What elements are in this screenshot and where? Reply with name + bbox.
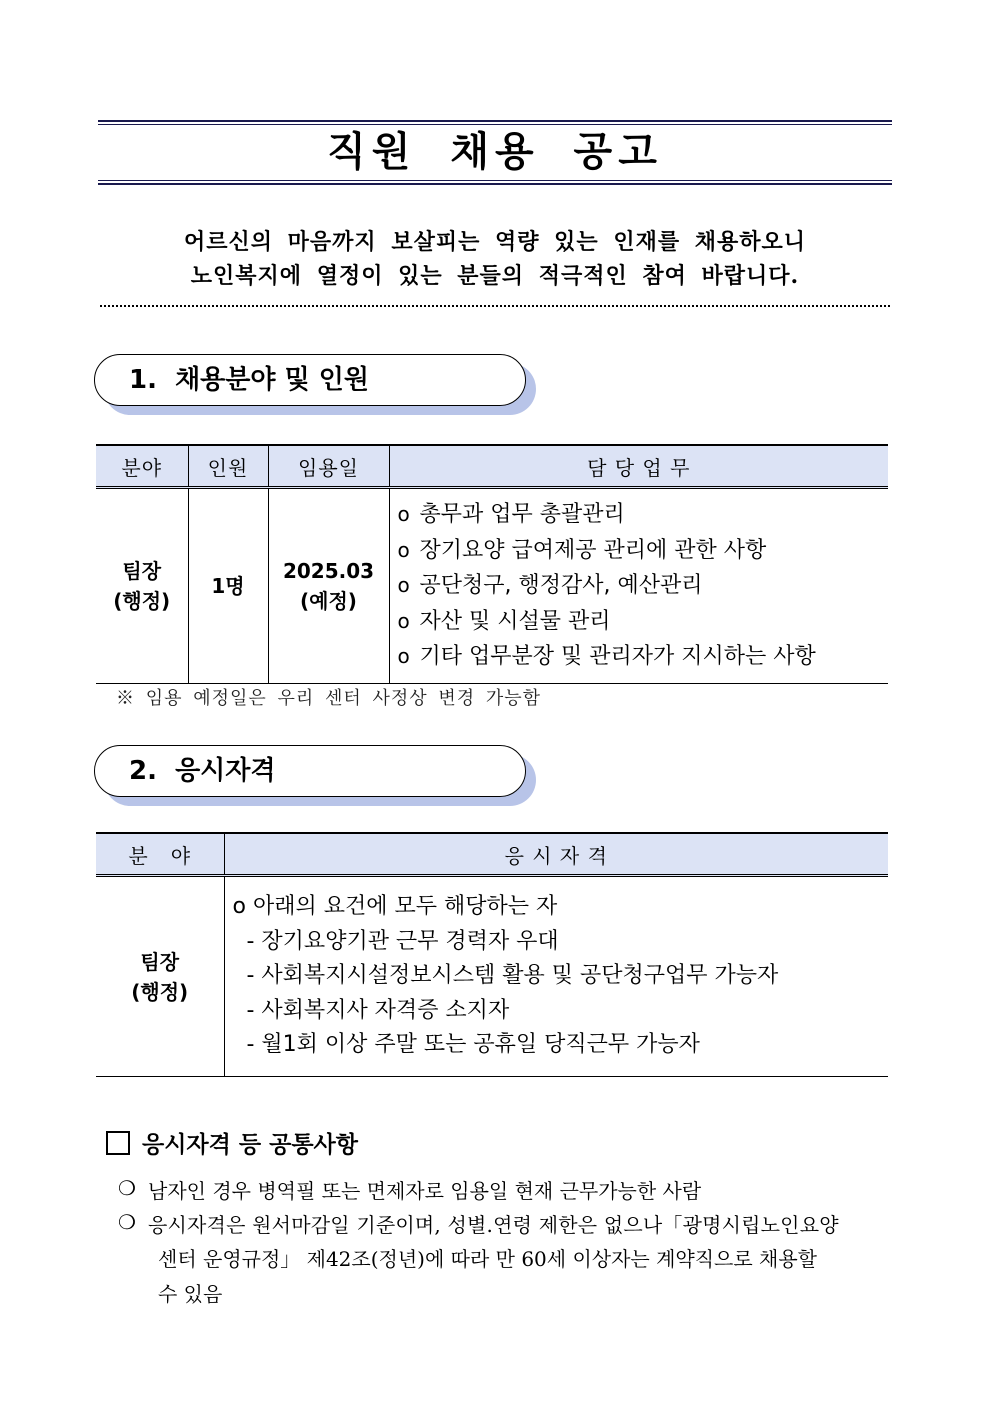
duty-item: o 총무과 업무 총괄관리 [397,502,625,528]
schedule-note: ※ 임용 예정일은 우리 센터 사정상 변경 가능함 [116,688,542,709]
qualification-item: - 사회복지시설정보시스템 활용 및 공단청구업무 가능자 [246,963,779,989]
common-item-2-line-1: 응시자격은 원서마감일 기준이며, 성별.연령 제한은 없으나「광명시립노인요양 [148,1213,839,1237]
col-header-duties: 담 당 업 무 [389,445,888,488]
common-heading: 응시자격 등 공통사항 [142,1132,358,1158]
intro-line-1: 어르신의 마음까지 보살피는 역량 있는 인재를 채용하오니 [183,229,806,255]
duty-item: o 기타 업무분장 및 관리자가 지시하는 사항 [397,644,816,670]
field-name: 팀장 [140,949,180,974]
qualification-item: - 사회복지사 자격증 소지자 [246,997,510,1023]
duty-item: o 공단청구, 행정감사, 예산관리 [397,573,703,599]
duty-item: o 자산 및 시설물 관리 [397,608,611,634]
date-cell [268,488,389,684]
common-item-2-line-2: 센터 운영규정」 제42조(정년)에 따라 만 60세 이상자는 계약직으로 채용할 [158,1247,818,1271]
col-header-field: 분 야 [96,833,224,876]
title-rule-top [98,120,892,122]
col-header-date: 임용일 [268,445,389,488]
common-item-1: 남자인 경우 병역필 또는 면제자로 임용일 현재 근무가능한 사람 [148,1179,702,1203]
field-cell [96,876,224,1077]
table-row [96,876,888,1077]
col-header-field: 분야 [96,445,188,488]
duties-cell [389,488,888,684]
field-dept: (행정) [113,589,171,613]
col-header-qualifications: 응 시 자 격 [224,833,888,876]
positions-table [96,444,888,684]
intro-line-2: 노인복지에 열정이 있는 분들의 적극적인 참여 바랍니다. [190,263,800,289]
title-rule-bottom [98,183,892,185]
field-cell [96,488,188,684]
section2-heading: 2. 응시자격 [94,745,526,797]
page-title: 직원 채용 공고 [327,129,663,175]
col-header-count: 인원 [188,445,268,488]
qualification-item: - 장기요양기관 근무 경력자 우대 [246,928,559,954]
qualification-main: o 아래의 요건에 모두 해당하는 자 [232,894,558,920]
field-name: 팀장 [122,559,162,583]
dotted-divider [100,305,890,307]
qualifications-table [96,832,888,1077]
circle-bullet-icon: ❍ [118,1210,136,1234]
start-date: 2025.03 [282,559,375,583]
common-heading-row [106,1128,358,1162]
section1-heading: 1. 채용분야 및 인원 [94,354,526,406]
duty-item: o 장기요양 급여제공 관리에 관한 사항 [397,537,767,563]
title-rule-bottom-inner [98,180,892,181]
field-dept: (행정) [131,979,189,1004]
checkbox-square-icon [106,1131,130,1155]
qualification-item: - 월1회 이상 주말 또는 공휴일 당직근무 가능자 [246,1032,700,1058]
circle-bullet-icon: ❍ [118,1176,136,1200]
count-cell: 1명 [188,488,268,684]
common-item-2-line-3: 수 있음 [158,1282,223,1306]
table-row [96,488,888,684]
start-date-note: (예정) [300,589,357,613]
qualifications-cell [224,876,888,1077]
